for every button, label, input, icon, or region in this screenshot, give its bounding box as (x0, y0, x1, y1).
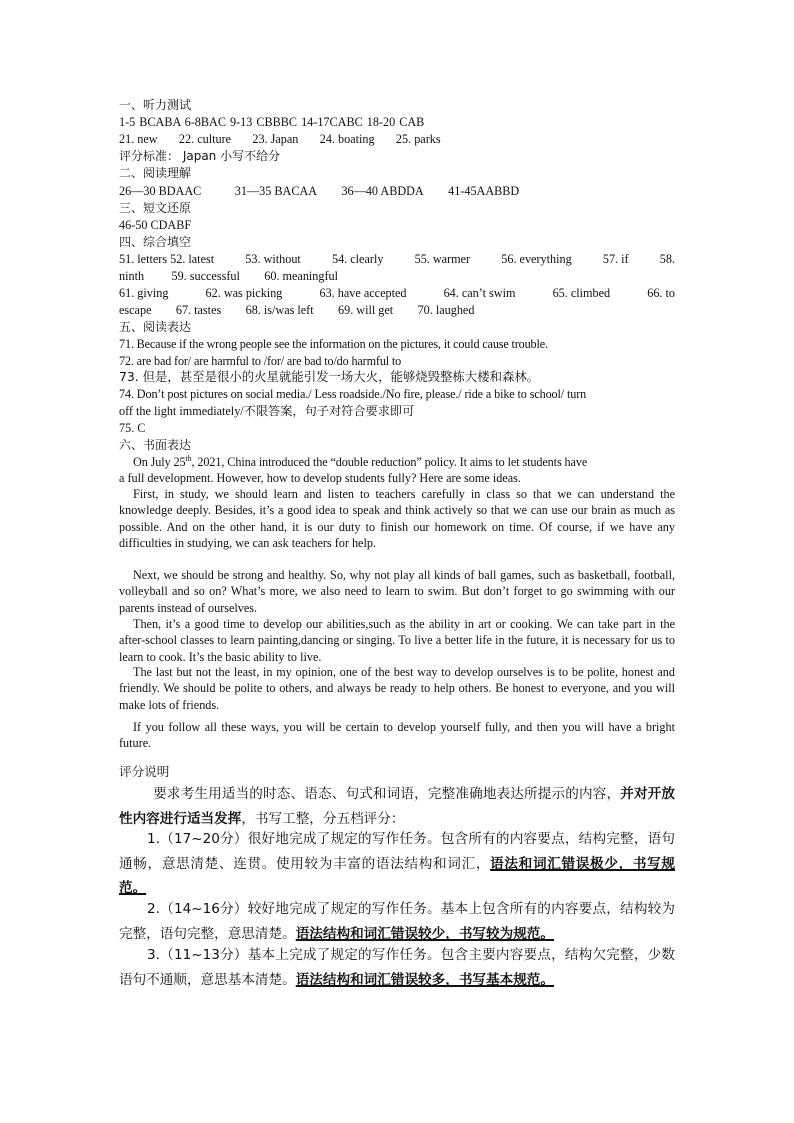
answer-51-52: 51. letters 52. latest (119, 252, 215, 266)
answer-22: 22. culture (178, 132, 232, 146)
section-5-heading: 五、阅读表达 (119, 320, 192, 334)
scoring-level-1: 1.（17~20分）很好地完成了规定的写作任务。包含所有的内容要点，结构完整，语句通畅，意思清楚、连贯。使用较为丰富的语法结构和词汇，语法和词汇错误极少，书写规范。 (119, 831, 676, 896)
essay-paragraph-6: If you follow all these ways, you will be certain to develop yourself fully, and then you will have a bright future. (119, 720, 675, 751)
scoring-level-3: 3.（11~13分）基本上完成了规定的写作任务。包含主要内容要点，结构欠完整，少数语句不通顺，意思基本清楚。语法结构和词汇错误较多，书写基本规范。 (119, 947, 675, 988)
scoring-intro: 要求考生用适当的时态、语态、句式和词语，完整准确地表达所提示的内容，并对开放性内容进行适当发挥，书写工整，分五档评分： (119, 786, 676, 827)
answer-72: 72. are bad for/ are harmful to /for/ are bad to/do harmful to (119, 354, 402, 368)
essay-paragraph-2: First, in study, we should learn and listen to teachers carefully in class so that we can understand the knowledge deeply. Besides, it’s a good idea to speak and think actively so that we can use our brain as much as possible. And on the other hand, it is our duty to finish our homework on time. Of course, if we have any difficulties in studying, we can ask teachers for help. (119, 487, 675, 550)
scoring-level-2: 2.（14~16分）较好地完成了规定的写作任务。基本上包含所有的内容要点，结构较为完整，语句完整，意思清楚。语法结构和词汇错误较少，书写较为规范。 (119, 901, 675, 942)
answer-23: 23. Japan (252, 132, 299, 146)
scoring-title: 评分说明 (119, 764, 170, 779)
answer-55: 55. warmer (414, 252, 471, 266)
essay-paragraph-5: The last but not the least, in my opinion, one of the best way to develop ourselves is to be polite, honest and friendly. We should be polite to others, and always be ready to help others. Be honest to everyone, and you will make lots of friends. (119, 665, 675, 712)
answer-58: ninth (119, 269, 145, 283)
answer-74-line-2: off the light immediately/不限答案，句子对符合要求即可 (119, 404, 415, 418)
answer-62: 62. was picking (205, 286, 283, 300)
answer-61: 61. giving (119, 286, 169, 300)
answer-71: 71. Because if the wrong people see the information on the pictures, it could cause trouble. (119, 337, 548, 351)
listening-answers-1-20: 1-5 BCABA 6-8BAC 9-13 CBBBC 14-17CABC 18-20 CAB (119, 115, 425, 129)
answer-56: 56. everything (501, 252, 572, 266)
answer-21: 21. new (119, 132, 158, 146)
cloze-line-1 (119, 251, 675, 267)
answer-65: 65. climbed (552, 286, 611, 300)
answer-66: escape (119, 303, 152, 317)
answer-66-number: 66. to (647, 286, 675, 300)
answer-64: 64. can’t swim (443, 286, 516, 300)
section-2-heading: 二、阅读理解 (119, 166, 192, 180)
answer-68: 68. is/was left (245, 303, 314, 317)
listening-answers-21-25 (119, 131, 441, 147)
essay-paragraph-1-line-2: a full development. However, how to develop students fully? Here are some ideas. (119, 471, 521, 485)
answer-73: 73. 但是，甚至是很小的火星就能引发一场大火，能够烧毁整栋大楼和森林。 (119, 369, 540, 384)
answer-63: 63. have accepted (319, 286, 407, 300)
cloze-line-3 (119, 285, 675, 301)
answers-31-35: 31—35 BACAA (234, 184, 318, 198)
answer-57: 57. if (602, 252, 629, 266)
essay-paragraph-1-line-1: On July 25th, 2021, China introduced the “double reduction” policy. It aims to let students have (133, 453, 588, 469)
answer-70: 70. laughed (417, 303, 475, 317)
answers-36-40: 36—40 ABDDA (341, 184, 424, 198)
answers-26-30: 26—30 BDAAC (119, 184, 202, 198)
essay-paragraph-4: Then, it’s a good time to develop our abilities,such as the ability in art or cooking. We can take part in the after-school classes to learn painting,dancing or singing. To live a better life in the future, it is necessary for us to learn to cook. It’s the basic ability to live. (119, 617, 675, 664)
answer-53: 53. without (245, 252, 301, 266)
answer-59: 59. successful (171, 269, 240, 283)
listening-scoring-note: 评分标准： Japan 小写不给分 (119, 149, 281, 163)
answer-67: 67. tastes (175, 303, 222, 317)
section-6-heading: 六、书面表达 (119, 438, 192, 452)
answer-54: 54. clearly (331, 252, 384, 266)
answers-41-45: 41-45AABBD (448, 184, 520, 198)
section-3-heading: 三、短文还原 (119, 201, 192, 215)
answer-60: 60. meaningful (264, 269, 339, 283)
answer-58-number: 58. (659, 252, 675, 266)
section-1-heading: 一、听力测试 (119, 98, 192, 112)
section-4-heading: 四、综合填空 (119, 235, 192, 249)
answer-69: 69. will get (338, 303, 394, 317)
reading-answers (119, 183, 519, 199)
passage-restore-answers: 46-50 CDABF (119, 218, 192, 232)
cloze-line-4 (119, 302, 474, 318)
essay-paragraph-3: Next, we should be strong and healthy. So, why not play all kinds of ball games, such as basketball, football, volleyball and so on? What’s more, we also need to learn to swim. But don’t forget to go swimming with our parents instead of ourselves. (119, 568, 675, 615)
answer-25: 25. parks (395, 132, 441, 146)
answer-74-line-1: 74. Don’t post pictures on social media./ Less roadside./No fire, please./ ride a bike to school/ turn (119, 387, 587, 401)
answer-24: 24. boating (319, 132, 375, 146)
answer-75: 75. C (119, 421, 146, 435)
cloze-line-2 (119, 268, 338, 284)
